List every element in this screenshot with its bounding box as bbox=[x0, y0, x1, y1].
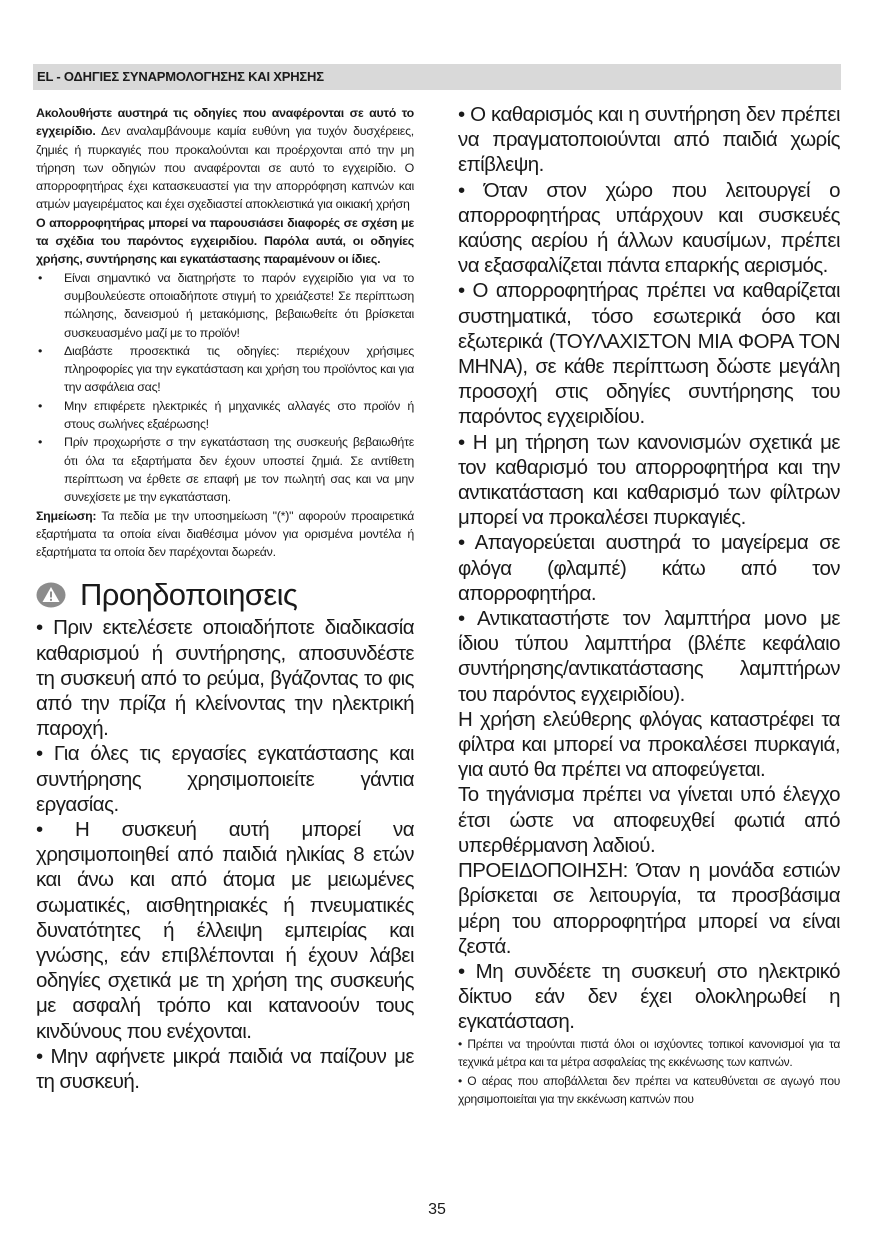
safety-bullet-list bbox=[36, 269, 414, 507]
intro-bold: Ακολουθήστε αυστηρά τις οδηγίες που αναφέρονται σε αυτό το εγχειρίδιο. bbox=[36, 106, 414, 139]
regulation-paragraph: • Ο αέρας που αποβάλλεται δεν πρέπει να κατευθύνεται σε αγωγό που χρησιμοποιείται για την εκκένωση καπνών που bbox=[458, 1073, 840, 1107]
remark-text: Τα πεδία με την υποσημείωση "(*)" αφορούν προαιρετικά εξαρτήματα τα οποία είναι διαθέσιμα μόνον για ορισμένα μοντέλα ή εξαρτήματα τα οποία δεν παρέχονται δωρεάν. bbox=[36, 508, 414, 560]
warnings-title bbox=[36, 575, 414, 615]
remark-paragraph bbox=[36, 507, 414, 562]
warning-paragraph: • Μην αφήνετε μικρά παιδιά να παίζουν με τη συσκευή. bbox=[36, 1044, 414, 1094]
warning-paragraph: • Ο καθαρισμός και η συντήρηση δεν πρέπει να πραγματοποιούνται από παιδιά χωρίς επίβλεψη. bbox=[458, 103, 840, 177]
left-column bbox=[36, 104, 414, 1094]
regulation-paragraph: • Πρέπει να τηρούνται πιστά όλοι οι ισχύοντες τοπικοί κανονισμοί για τα τεχνικά μέτρα και τα μέτρα ασφαλείας της εκκένωσης των καπνών. bbox=[458, 1036, 840, 1070]
warning-paragraph: • Αντικαταστήστε τον λαμπτήρα μονο με ίδιου τύπου λαμπτήρα (βλέπε κεφάλαιο συντήρησης/αντικατάστασης λαμπτήρων του παρόντος εγχειριδίου). bbox=[458, 607, 840, 706]
warning-paragraph: • Όταν στον χώρο που λειτουργεί ο απορροφητήρας υπάρχουν και συσκευές καύσης αερίου ή άλλων καυσίμων, πρέπει να εξασφαλίζεται πάντα επαρκής αερισμός. bbox=[458, 178, 840, 278]
section-header bbox=[33, 64, 841, 90]
remark-label: Σημείωση: bbox=[36, 508, 97, 523]
right-column bbox=[458, 102, 840, 1109]
design-note bbox=[36, 214, 414, 269]
list-item: • Πρίν προχωρήστε σ την εγκατάσταση της συσκευής βεβαιωθήτε ότι όλα τα εξαρτήματα δεν έχουν υποστεί ζημιά. Σε αντίθετη περίπτωση να έρθετε σε επαφή με τον πωλητή σας και να μην συνεχίσετε με την εγκατάσταση. bbox=[36, 433, 414, 506]
list-item: • Είναι σημαντικό να διατηρήστε το παρόν εγχειρίδιο για να το συμβουλεύεστε οποιαδήποτε στιγμή το χρειάζεστε! Σε περίπτωση πώλησης, δανεισμού ή μετακόμισης, βεβαιωθείτε ότι βρίσκεται συσκευασμένο μαζί με το προϊόν! bbox=[36, 269, 414, 342]
warning-paragraph: • Η μη τήρηση των κανονισμών σχετικά με τον καθαρισμό του απορροφητήρα και την αντικατάσταση και καθαρισμό των φίλτρων μπορεί να προκαλέσει πυρκαγιές. bbox=[458, 430, 840, 530]
warnings-heading: Προηδοποιησεις bbox=[80, 577, 298, 613]
warning-paragraph: • Απαγορεύεται αυστηρά το μαγείρεμα σε φλόγα (φλαμπέ) κάτω από τον απορροφητήρα. bbox=[458, 531, 840, 605]
list-item: • Διαβάστε προσεκτικά τις οδηγίες: περιέχουν χρήσιμες πληροφορίες για την εγκατάσταση και χρήση του προϊόντος και για την ασφάλεια σας! bbox=[36, 342, 414, 397]
warning-paragraph: • Πριν εκτελέσετε οποιαδήποτε διαδικασία καθαρισμού ή συντήρησης, αποσυνδέστε τη συσκευή από το ρεύμα, βγάζοντας το φις από την πρίζα ή κλείνοντας την ηλεκτρική παροχή. bbox=[36, 616, 414, 741]
warning-paragraph: • Ο απορροφητήρας πρέπει να καθαρίζεται συστηματικά, τόσο εσωτερικά όσο και εξωτερικά (ΤΟΥΛΑΧΙΣΤΟΝ ΜΙΑ ΦΟΡΑ ΤΟΝ ΜΗΝΑ), σε κάθε περίπτωση δώστε μεγάλη προσοχή στις οδηγίες συντήρησης του παρόντος εγχειριδίου. bbox=[458, 279, 840, 429]
warning-paragraph: • Για όλες τις εργασίες εγκατάστασης και συντήρησης χρησιμοποιείτε γάντια εργασίας. bbox=[36, 742, 414, 816]
warning-icon bbox=[36, 582, 66, 608]
list-item: • Μην επιφέρετε ηλεκτρικές ή μηχανικές αλλαγές στο προϊόν ή στους σωλήνες εξαέρωσης! bbox=[36, 397, 414, 434]
warning-paragraph: • Μη συνδέετε τη συσκευή στο ηλεκτρικό δίκτυο εάν δεν έχει ολοκληρωθεί η εγκατάσταση. bbox=[458, 959, 840, 1034]
intro-paragraph bbox=[36, 104, 414, 214]
page-number: 35 bbox=[428, 1201, 446, 1218]
design-note-bold: Ο απορροφητήρας μπορεί να παρουσιάσει διαφορές σε σχέση με τα σχέδια του παρόντος εγχειριδίου. Παρόλα αυτά, οι οδηγίες χρήσης, συντήρησης και εγκατάστασης παραμένουν οι ίδιες. bbox=[36, 215, 414, 267]
warning-paragraph: Η χρήση ελεύθερης φλόγας καταστρέφει τα φίλτρα και μπορεί να προκαλέσει πυρκαγιά, για αυτό θα πρέπει να αποφεύγεται. bbox=[458, 707, 840, 782]
warning-paragraph: ΠΡΟΕΙΔΟΠΟΙΗΣΗ: Όταν η μονάδα εστιών βρίσκεται σε λειτουργία, τα προσβάσιμα μέρη του απορροφητήρα μπορεί να είναι ζεστά. bbox=[458, 859, 840, 958]
warning-paragraph: Το τηγάνισμα πρέπει να γίνεται υπό έλεγχο έτσι ώστε να αποφευχθεί φωτιά από υπερθέρμανση λαδιού. bbox=[458, 783, 840, 857]
warning-paragraph: • Η συσκευή αυτή μπορεί να χρησιμοποιηθεί από παιδιά ηλικίας 8 ετών και άνω και από άτομα με μειωμένες σωματικές, αισθητηριακές ή πνευματικές δυνατότητες ή έλλειψη εμπειρίας και γνώσης, εάν επιβλέπονται ή έχουν λάβει οδηγίες σχετικά με τη χρήση της συσκευής με ασφαλή τρόπο και κατανοούν τους κινδύνους που ενέχονται. bbox=[36, 818, 414, 1043]
intro-text: Δεν αναλαμβάνουμε καμία ευθύνη για τυχόν δυσχέρειες, ζημιές ή πυρκαγιές που προκαλούνται και προέρχονται από την μη τήρηση των οδηγιών που αναφέρονται σε αυτό το εγχειρίδιο. Ο απορροφητήρας έχει κατασκευαστεί για την απορρόφηση καπνών και ατμών μαγειρέματος και έχει σχεδιαστεί αποκλειστικά για οικιακή χρήση bbox=[36, 124, 414, 212]
section-title: EL - ΟΔΗΓΙΕΣ ΣΥΝΑΡΜΟΛΟΓΗΣΗΣ ΚΑΙ ΧΡΗΣΗΣ bbox=[37, 69, 324, 84]
